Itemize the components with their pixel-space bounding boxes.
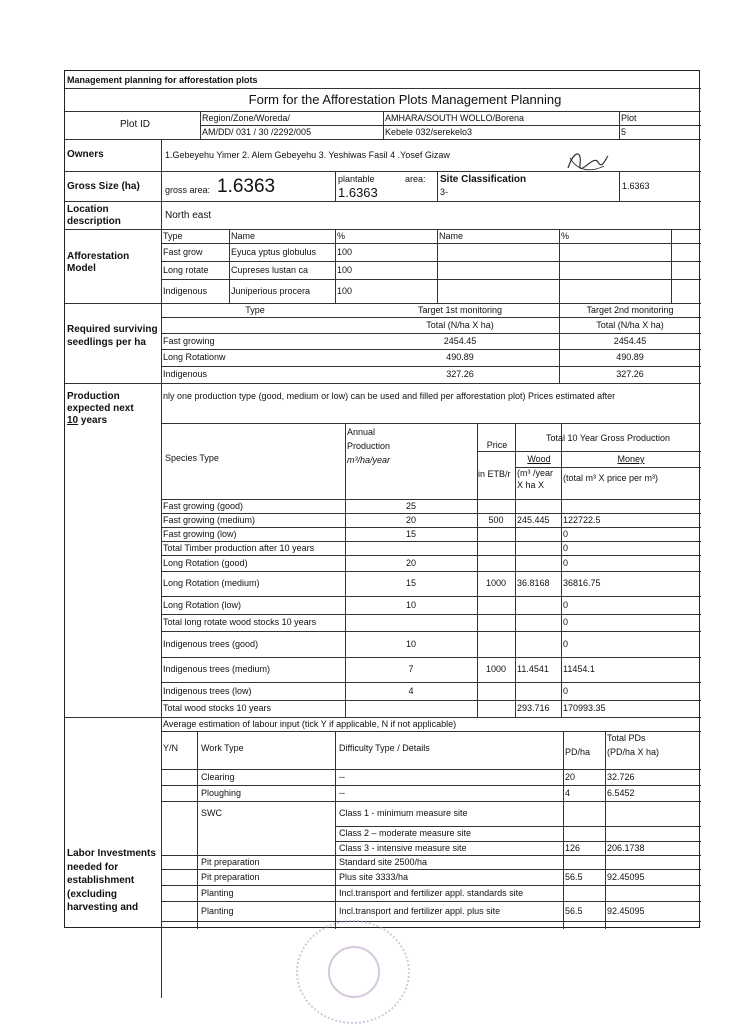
target1-value: 490.89 bbox=[446, 352, 474, 362]
gross-right-value: 1.6363 bbox=[622, 181, 650, 191]
money-value: 122722.5 bbox=[563, 515, 601, 525]
gross-production-header: Total 10 Year Gross Production bbox=[545, 433, 671, 443]
money-value bbox=[563, 499, 699, 513]
plot-date: AM/DD/ 031 / 30 /2292/005 bbox=[202, 127, 312, 137]
total-pd bbox=[607, 801, 699, 826]
money-value: 0 bbox=[563, 639, 569, 649]
species-type: Total long rotate wood stocks 10 years bbox=[163, 617, 317, 627]
total-pd: 92.45095 bbox=[607, 906, 645, 916]
price-value: 500 bbox=[488, 515, 504, 525]
production-note: nly one production type (good, medium or low) can be used and filled per afforestation plot) Prices estimated after bbox=[163, 391, 616, 401]
pd-per-ha: 126 bbox=[565, 843, 581, 853]
grid-line bbox=[197, 731, 198, 929]
plot-value: 5 bbox=[621, 127, 627, 137]
gross-value: 1.6363 bbox=[217, 176, 276, 197]
afforestation-form bbox=[64, 70, 700, 928]
money-value: 36816.75 bbox=[563, 578, 601, 588]
price-value bbox=[479, 527, 513, 541]
difficulty-detail: Class 1 - minimum measure site bbox=[339, 808, 468, 818]
price-value bbox=[479, 631, 513, 657]
yn-header: Y/N bbox=[163, 743, 179, 753]
grid-line bbox=[161, 921, 701, 922]
wood-value: 245.445 bbox=[517, 515, 550, 525]
annual-production bbox=[347, 541, 475, 555]
grid-line bbox=[559, 229, 560, 303]
model-species: Juniperious procera bbox=[231, 286, 311, 296]
species-type: Indigenous trees (medium) bbox=[163, 664, 271, 674]
site-value: 3- bbox=[440, 187, 449, 197]
grid-line bbox=[335, 229, 336, 303]
annual-production: 7 bbox=[408, 664, 414, 674]
owners-value: 1.Gebeyehu Yimer 2. Alem Gebeyehu 3. Yeshiwas Fasil 4 .Yosef Gizaw bbox=[165, 150, 450, 160]
wood-value bbox=[517, 499, 561, 513]
money-value: 11454.1 bbox=[563, 664, 595, 674]
work-type: Planting bbox=[201, 888, 234, 898]
grid-line bbox=[65, 88, 701, 89]
grid-line bbox=[437, 171, 438, 201]
model-type: Fast grow bbox=[163, 247, 203, 257]
grid-line bbox=[559, 303, 560, 383]
species-type: Indigenous trees (good) bbox=[163, 639, 259, 649]
species-type: Fast growing (low) bbox=[163, 529, 237, 539]
difficulty-detail: Plus site 3333/ha bbox=[339, 872, 409, 882]
signature bbox=[564, 146, 610, 176]
pd-per-ha bbox=[565, 801, 603, 826]
wood-value bbox=[517, 527, 561, 541]
grid-line bbox=[563, 731, 564, 929]
money-value: 0 bbox=[563, 558, 569, 568]
target2-value: 327.26 bbox=[616, 369, 644, 379]
seedling-type: Fast growing bbox=[163, 336, 215, 346]
region-value: AMHARA/SOUTH WOLLO/Borena bbox=[385, 113, 525, 123]
model-header-name: Name bbox=[231, 231, 256, 241]
gross-prefix: gross area: bbox=[165, 185, 211, 195]
difficulty-detail: -- bbox=[339, 788, 345, 798]
price-value: 1000 bbox=[485, 578, 507, 588]
grid-line bbox=[437, 229, 438, 303]
target2-value: 490.89 bbox=[616, 352, 644, 362]
grid-line bbox=[671, 229, 672, 303]
price-value bbox=[479, 555, 513, 571]
seedling-type: Indigenous bbox=[163, 369, 208, 379]
model-header-pct-2: % bbox=[561, 231, 570, 241]
official-stamp bbox=[296, 920, 410, 1024]
total-pd bbox=[607, 826, 699, 841]
model-pct: 100 bbox=[337, 286, 353, 296]
money-unit: (total m³ X price per m³) bbox=[563, 473, 659, 483]
money-value: 0 bbox=[563, 686, 569, 696]
work-type: SWC bbox=[201, 808, 222, 818]
pd-per-ha bbox=[565, 855, 603, 869]
model-header-type: Type bbox=[163, 231, 183, 241]
pd-per-ha: 20 bbox=[565, 772, 576, 782]
labor-label: Labor Investments needed for establishment (excluding harvesting and bbox=[67, 848, 156, 913]
work-type bbox=[201, 826, 333, 841]
labor-note: Average estimation of labour input (tick Y if applicable, N if not applicable) bbox=[163, 719, 457, 729]
target1-value: 2454.45 bbox=[443, 336, 477, 346]
grid-line bbox=[335, 731, 336, 929]
wood-value bbox=[517, 682, 561, 700]
annual-production: 10 bbox=[405, 639, 416, 649]
species-type: Long Rotation (good) bbox=[163, 558, 248, 568]
difficulty-detail: Class 3 - intensive measure site bbox=[339, 843, 467, 853]
work-type: Pit preparation bbox=[201, 872, 260, 882]
plantable-label: plantable bbox=[338, 174, 375, 184]
grid-line bbox=[65, 201, 701, 202]
work-type-header: Work Type bbox=[201, 743, 244, 753]
work-type: Clearing bbox=[201, 772, 235, 782]
work-type bbox=[201, 841, 333, 855]
wood-unit-1: (m³ /year bbox=[517, 468, 553, 478]
area-label: area: bbox=[405, 174, 426, 184]
wood-header: Wood bbox=[527, 454, 551, 464]
work-type: Ploughing bbox=[201, 788, 242, 798]
species-type: Indigenous trees (low) bbox=[163, 686, 252, 696]
target1-value: 327.26 bbox=[446, 369, 474, 379]
money-value: 170993.35 bbox=[563, 703, 606, 713]
work-type: Pit preparation bbox=[201, 857, 260, 867]
species-header: Species Type bbox=[165, 453, 219, 463]
price-value bbox=[479, 596, 513, 614]
model-pct: 100 bbox=[337, 247, 353, 257]
model-species: Cupreses lustan ca bbox=[231, 265, 309, 275]
pd-per-ha bbox=[565, 826, 603, 841]
total-pd bbox=[607, 855, 699, 869]
annual-production bbox=[347, 700, 475, 717]
annual-production bbox=[347, 614, 475, 631]
difficulty-detail: -- bbox=[339, 772, 345, 782]
species-type: Long Rotation (medium) bbox=[163, 578, 260, 588]
price-header: Price bbox=[486, 440, 508, 450]
wood-unit-2: X ha X bbox=[517, 480, 545, 490]
species-type: Fast growing (good) bbox=[163, 501, 244, 511]
total-pd bbox=[607, 885, 699, 901]
wood-value bbox=[517, 614, 561, 631]
total-pd-header-2: (PD/ha X ha) bbox=[607, 747, 660, 757]
model-type: Indigenous bbox=[163, 286, 208, 296]
plantable-value: 1.6363 bbox=[338, 185, 378, 200]
total-pd: 206.1738 bbox=[607, 843, 645, 853]
money-value: 0 bbox=[563, 600, 569, 610]
location-value: North east bbox=[165, 210, 212, 221]
total-pd: 32.726 bbox=[607, 772, 635, 782]
region-label: Region/Zone/Woreda/ bbox=[202, 113, 290, 123]
location-label: Location description bbox=[67, 204, 121, 227]
difficulty-detail: Incl.transport and fertilizer appl. plus site bbox=[339, 906, 501, 916]
wood-value: 293.716 bbox=[517, 703, 550, 713]
grid-line bbox=[161, 303, 162, 383]
site-label: Site Classification bbox=[440, 174, 527, 185]
model-species: Eyuca yptus globulus bbox=[231, 247, 317, 257]
grid-line bbox=[477, 451, 701, 452]
annual-production: 20 bbox=[405, 515, 416, 525]
production-label: Production expected next 10 years bbox=[67, 391, 134, 426]
difficulty-detail: Class 2 – moderate measure site bbox=[339, 828, 472, 838]
total-pd: 6.5452 bbox=[607, 788, 635, 798]
total1-header: Total (N/ha X ha) bbox=[426, 320, 494, 330]
annual-production: 20 bbox=[405, 558, 416, 568]
grid-line bbox=[605, 731, 606, 929]
species-type: Total Timber production after 10 years bbox=[163, 543, 315, 553]
wood-value bbox=[517, 555, 561, 571]
target2-value: 2454.45 bbox=[613, 336, 647, 346]
pd-per-ha: 56.5 bbox=[565, 872, 583, 882]
target1-header: Target 1st monitoring bbox=[417, 305, 503, 315]
seedlings-type-header: Type bbox=[245, 305, 265, 315]
price-value bbox=[479, 541, 513, 555]
money-value: 0 bbox=[563, 617, 569, 627]
wood-value: 11.4541 bbox=[517, 664, 549, 674]
plot-id-label: Plot ID bbox=[119, 119, 150, 130]
annual-production: 25 bbox=[405, 501, 416, 511]
price-value: 1000 bbox=[485, 664, 507, 674]
price-value bbox=[479, 499, 513, 513]
pd-per-ha: 56.5 bbox=[565, 906, 583, 916]
plot-label: Plot bbox=[621, 113, 637, 123]
form-title: Form for the Afforestation Plots Management Planning bbox=[248, 92, 562, 107]
model-header-pct: % bbox=[337, 231, 346, 241]
species-type: Total wood stocks 10 years bbox=[163, 703, 272, 713]
grid-line bbox=[619, 171, 620, 201]
pd-per-ha: 4 bbox=[565, 788, 571, 798]
money-value: 0 bbox=[563, 529, 569, 539]
pd-header: PD/ha bbox=[565, 747, 591, 757]
grid-line bbox=[65, 383, 701, 384]
difficulty-header: Difficulty Type / Details bbox=[339, 743, 430, 753]
model-type: Long rotate bbox=[163, 265, 209, 275]
total-pd: 92.45095 bbox=[607, 872, 645, 882]
total2-header: Total (N/ha X ha) bbox=[596, 320, 664, 330]
wood-value bbox=[517, 541, 561, 555]
gross-label: Gross Size (ha) bbox=[67, 181, 140, 192]
price-value bbox=[479, 614, 513, 631]
annual-production-header: Annual Production m³/ha/year bbox=[347, 427, 391, 465]
grid-line bbox=[345, 423, 346, 717]
model-pct: 100 bbox=[337, 265, 353, 275]
model-label: Afforestation Model bbox=[67, 251, 130, 274]
annual-production: 10 bbox=[405, 600, 416, 610]
difficulty-detail: Standard site 2500/ha bbox=[339, 857, 428, 867]
grid-line bbox=[161, 423, 701, 424]
price-value bbox=[479, 682, 513, 700]
form-caption: Management planning for afforestation plots bbox=[67, 75, 258, 85]
pd-per-ha bbox=[565, 885, 603, 901]
kebele-value: Kebele 032/serekelo3 bbox=[385, 127, 473, 137]
model-header-name-2: Name bbox=[439, 231, 464, 241]
price-value bbox=[479, 700, 513, 717]
money-value: 0 bbox=[563, 543, 569, 553]
wood-value bbox=[517, 631, 561, 657]
species-type: Fast growing (medium) bbox=[163, 515, 256, 525]
difficulty-detail: Incl.transport and fertilizer appl. standards site bbox=[339, 888, 524, 898]
annual-production: 15 bbox=[405, 578, 416, 588]
wood-value: 36.8168 bbox=[517, 578, 550, 588]
target2-header: Target 2nd monitoring bbox=[586, 305, 674, 315]
species-type: Long Rotation (low) bbox=[163, 600, 242, 610]
grid-line bbox=[229, 229, 230, 303]
work-type: Planting bbox=[201, 906, 234, 916]
annual-production: 4 bbox=[408, 686, 414, 696]
seedling-type: Long Rotationw bbox=[163, 352, 226, 362]
money-header: Money bbox=[617, 454, 645, 464]
wood-value bbox=[517, 596, 561, 614]
annual-production: 15 bbox=[405, 529, 416, 539]
seedlings-label: Required surviving seedlings per ha bbox=[67, 324, 158, 348]
total-pd-header-1: Total PDs bbox=[607, 733, 646, 743]
price-unit: in ETB/r bbox=[478, 469, 511, 479]
grid-line bbox=[335, 171, 336, 201]
owners-label: Owners bbox=[67, 149, 104, 160]
